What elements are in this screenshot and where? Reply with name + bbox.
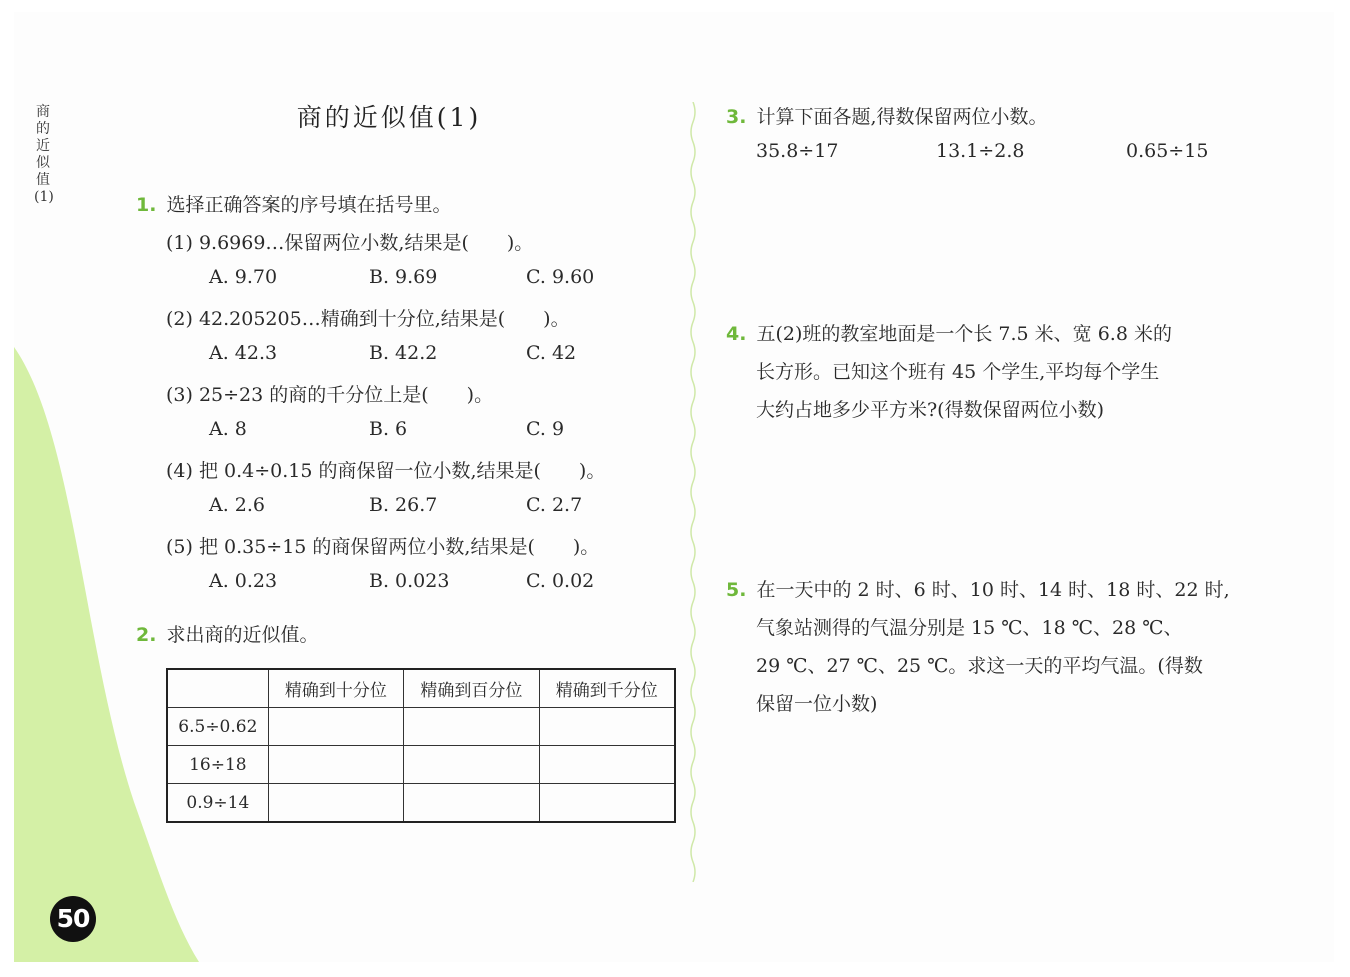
q1-item-5-option-b: B. 0.023 xyxy=(369,570,450,592)
q1-item-3-option-b: B. 6 xyxy=(369,418,408,440)
side-chapter-label: 商的近似值(1) xyxy=(34,104,54,205)
table-row-label: 6.5÷0.62 xyxy=(167,708,268,746)
question-number: 2. xyxy=(136,624,157,646)
table-row-label: 16÷18 xyxy=(167,746,268,784)
answer-cell[interactable] xyxy=(404,784,539,823)
table-header-cell xyxy=(167,669,268,708)
question-text: 选择正确答案的序号填在括号里。 xyxy=(166,194,452,216)
q1-item-2-option-c: C. 42 xyxy=(526,342,577,364)
question-5-line-1 xyxy=(726,575,1230,602)
q3-expression-3: 0.65÷15 xyxy=(1126,140,1209,162)
table-header-cell: 精确到十分位 xyxy=(268,669,403,708)
question-3-heading xyxy=(726,102,1048,129)
page-title: 商的近似值(1) xyxy=(296,103,482,132)
q1-item-3-option-a: A. 8 xyxy=(209,418,247,440)
question-text: 求出商的近似值。 xyxy=(166,624,319,646)
approximation-table xyxy=(166,668,676,823)
question-number: 5. xyxy=(726,579,747,601)
answer-cell[interactable] xyxy=(404,746,539,784)
question-text: 在一天中的 2 时、6 时、10 时、14 时、18 时、22 时, xyxy=(756,579,1230,601)
question-text: 计算下面各题,得数保留两位小数。 xyxy=(756,106,1048,128)
wavy-divider xyxy=(688,102,698,882)
question-5-line-3: 29 ℃、27 ℃、25 ℃。求这一天的平均气温。(得数 xyxy=(756,655,1203,677)
q3-expression-2: 13.1÷2.8 xyxy=(936,140,1025,162)
q1-item-5-option-c: C. 0.02 xyxy=(526,570,595,592)
question-4-line-3: 大约占地多少平方米?(得数保留两位小数) xyxy=(756,399,1105,421)
q1-item-1-option-a: A. 9.70 xyxy=(209,266,278,288)
q1-item-4-option-c: C. 2.7 xyxy=(526,494,583,516)
q1-item-4-option-a: A. 2.6 xyxy=(209,494,266,516)
q1-item-2-option-b: B. 42.2 xyxy=(369,342,438,364)
question-number: 1. xyxy=(136,194,157,216)
table-header-row xyxy=(167,669,675,708)
table-row-label: 0.9÷14 xyxy=(167,784,268,823)
answer-cell[interactable] xyxy=(268,746,403,784)
answer-cell[interactable] xyxy=(268,784,403,823)
table-header-cell: 精确到百分位 xyxy=(404,669,539,708)
q1-item-1-option-c: C. 9.60 xyxy=(526,266,595,288)
table-row xyxy=(167,708,675,746)
table-row xyxy=(167,746,675,784)
q1-item-1-stem: (1) 9.6969…保留两位小数,结果是( )。 xyxy=(166,232,534,254)
q1-item-5-option-a: A. 0.23 xyxy=(209,570,278,592)
table-row xyxy=(167,784,675,823)
question-4-line-2: 长方形。已知这个班有 45 个学生,平均每个学生 xyxy=(756,361,1160,383)
worksheet-page xyxy=(14,12,1334,962)
question-4-line-1 xyxy=(726,319,1172,346)
q3-expression-1: 35.8÷17 xyxy=(756,140,839,162)
q1-item-5-stem: (5) 把 0.35÷15 的商保留两位小数,结果是( )。 xyxy=(166,536,600,558)
answer-cell[interactable] xyxy=(404,708,539,746)
q1-item-4-option-b: B. 26.7 xyxy=(369,494,438,516)
question-number: 4. xyxy=(726,323,747,345)
q1-item-3-stem: (3) 25÷23 的商的千分位上是( )。 xyxy=(166,384,494,406)
answer-cell[interactable] xyxy=(539,784,675,823)
answer-cell[interactable] xyxy=(539,746,675,784)
question-number: 3. xyxy=(726,106,747,128)
question-5-line-2: 气象站测得的气温分别是 15 ℃、18 ℃、28 ℃、 xyxy=(756,617,1183,639)
question-1-heading xyxy=(136,190,451,217)
question-5-line-4: 保留一位小数) xyxy=(756,693,878,715)
q1-item-3-option-c: C. 9 xyxy=(526,418,565,440)
answer-cell[interactable] xyxy=(539,708,675,746)
q1-item-2-option-a: A. 42.3 xyxy=(209,342,278,364)
q1-item-1-option-b: B. 9.69 xyxy=(369,266,438,288)
answer-cell[interactable] xyxy=(268,708,403,746)
question-text: 五(2)班的教室地面是一个长 7.5 米、宽 6.8 米的 xyxy=(756,323,1172,345)
table-header-cell: 精确到千分位 xyxy=(539,669,675,708)
question-2-heading xyxy=(136,620,318,647)
q1-item-2-stem: (2) 42.205205…精确到十分位,结果是( )。 xyxy=(166,308,570,330)
page-number-badge: 50 xyxy=(50,896,96,942)
q1-item-4-stem: (4) 把 0.4÷0.15 的商保留一位小数,结果是( )。 xyxy=(166,460,606,482)
